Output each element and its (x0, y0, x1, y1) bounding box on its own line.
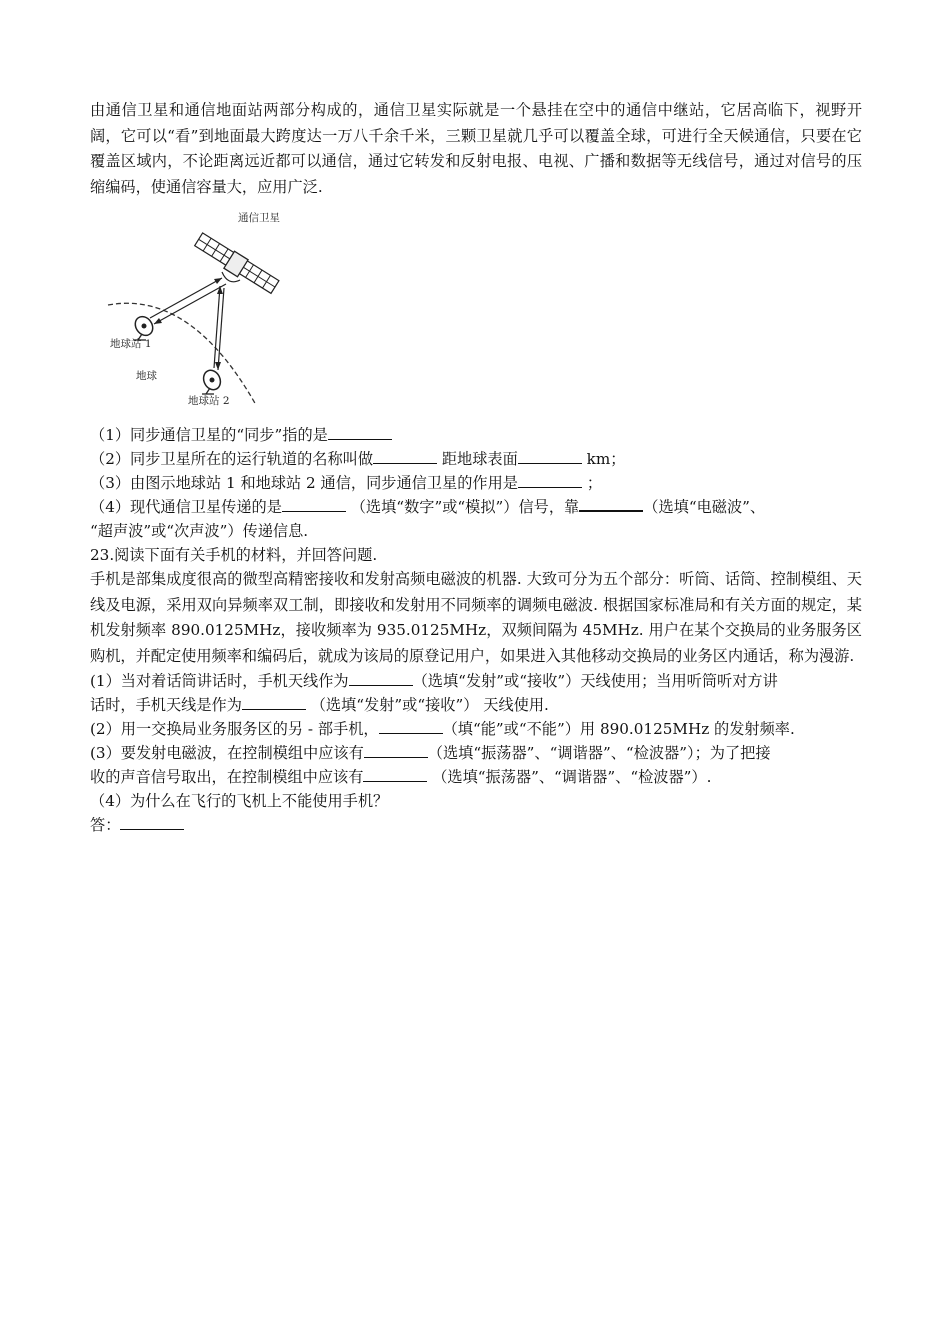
answer-blank[interactable] (379, 719, 443, 734)
station-2-dish (201, 368, 224, 394)
answer-blank[interactable] (518, 449, 582, 464)
answer-blank[interactable] (363, 767, 427, 782)
answer-blank[interactable] (328, 425, 392, 440)
earth-label: 地球 (136, 370, 157, 382)
q22-item-4-cont: “超声波”或“次声波”）传递信息. (90, 522, 309, 540)
satellite-label: 通信卫星 (238, 212, 280, 224)
q23-item-3-cont: 收的声音信号取出，在控制模组中应该有 （选填“振荡器”、“调谐器”、“检波器”）. (90, 768, 712, 786)
answer-blank[interactable] (242, 695, 306, 710)
question-23 (90, 543, 862, 837)
uplink-arrow-1 (150, 278, 222, 318)
q23-item-3: (3）要发射电磁波，在控制模组中应该有 （选填“振荡器”、“调谐器”、“检波器”）；为了把接 (90, 744, 771, 762)
question-22 (90, 423, 862, 543)
q23-item-2: (2）用一交换局业务服务区的另 - 部手机， （填“能”或“不能”）用 890.0125MHz 的发射频率. (90, 720, 795, 738)
q22-item-3: （3）由图示地球站 1 和地球站 2 通信，同步通信卫星的作用是 ； (90, 474, 603, 492)
downlink-arrow-1 (154, 284, 226, 324)
q23-item-4: （4）为什么在飞行的飞机上不能使用手机？ (90, 792, 389, 810)
answer-blank[interactable] (349, 671, 413, 686)
q22-item-2: （2）同步卫星所在的运行轨道的名称叫做 距地球表面 km； (90, 450, 626, 468)
q22-item-1: （1）同步通信卫星的“同步”指的是 (90, 423, 862, 447)
q22-item-4: （4）现代通信卫星传递的是 （选填“数字”或“模拟”）信号，靠 （选填“电磁波”、 (90, 498, 766, 516)
answer-blank[interactable] (364, 743, 428, 758)
q23-answer: 答： (90, 813, 862, 837)
answer-blank[interactable] (120, 815, 184, 830)
answer-blank[interactable] (579, 496, 643, 512)
answer-blank[interactable] (282, 497, 346, 512)
intro-paragraph: 由通信卫星和通信地面站两部分构成的，通信卫星实际就是一个悬挂在空中的通信中继站，它居高临下，视野开阔，它可以“看”到地面最大跨度达一万八千余千米，三颗卫星就几乎可以覆盖全球，可进行全天候通信，只要在它覆盖区域内，不论距离远近都可以通信，通过它转发和反射电报、电视、广播和数据等无线信号，通过对信号的压缩编码，使通信容量大，应用广泛. (90, 101, 862, 196)
document-page (90, 98, 862, 837)
q23-material: 手机是部集成度很高的微型高精密接收和发射高频电磁波的机器. 大致可分为五个部分：听筒、话筒、控制模组、天线及电源，采用双向异频率双工制，即接收和发射用不同频率的调频电磁波. 根据国家标准局和有关方面的规定，某机发射频率 890.0125MHz，接收频率为 935.0125MHz，双频间隔为 45MHz. 用户在某个交换局的业务服务区购机，并配定使用频率和编码后，就成为该局的原登记用户，如果进入其他移动交换局的业务区内通话，称为漫游. (90, 570, 862, 665)
q23-heading: 23.阅读下面有关手机的材料，并回答问题. (90, 546, 378, 564)
answer-blank[interactable] (518, 473, 582, 488)
station-2-label: 地球站 2 (188, 395, 230, 407)
satellite-figure (106, 210, 296, 415)
station-1-label: 地球站 1 (110, 338, 152, 350)
earth-surface-curve (108, 303, 256, 405)
q23-item-1: (1）当对着话筒讲话时，手机天线作为 （选填“发射”或“接收”）天线使用；当用听筒听对方讲 (90, 672, 778, 690)
q23-item-1-cont: 话时，手机天线是作为 （选填“发射”或“接收”） 天线使用. (90, 696, 549, 714)
answer-blank[interactable] (373, 449, 437, 464)
satellite-diagram (106, 210, 296, 415)
